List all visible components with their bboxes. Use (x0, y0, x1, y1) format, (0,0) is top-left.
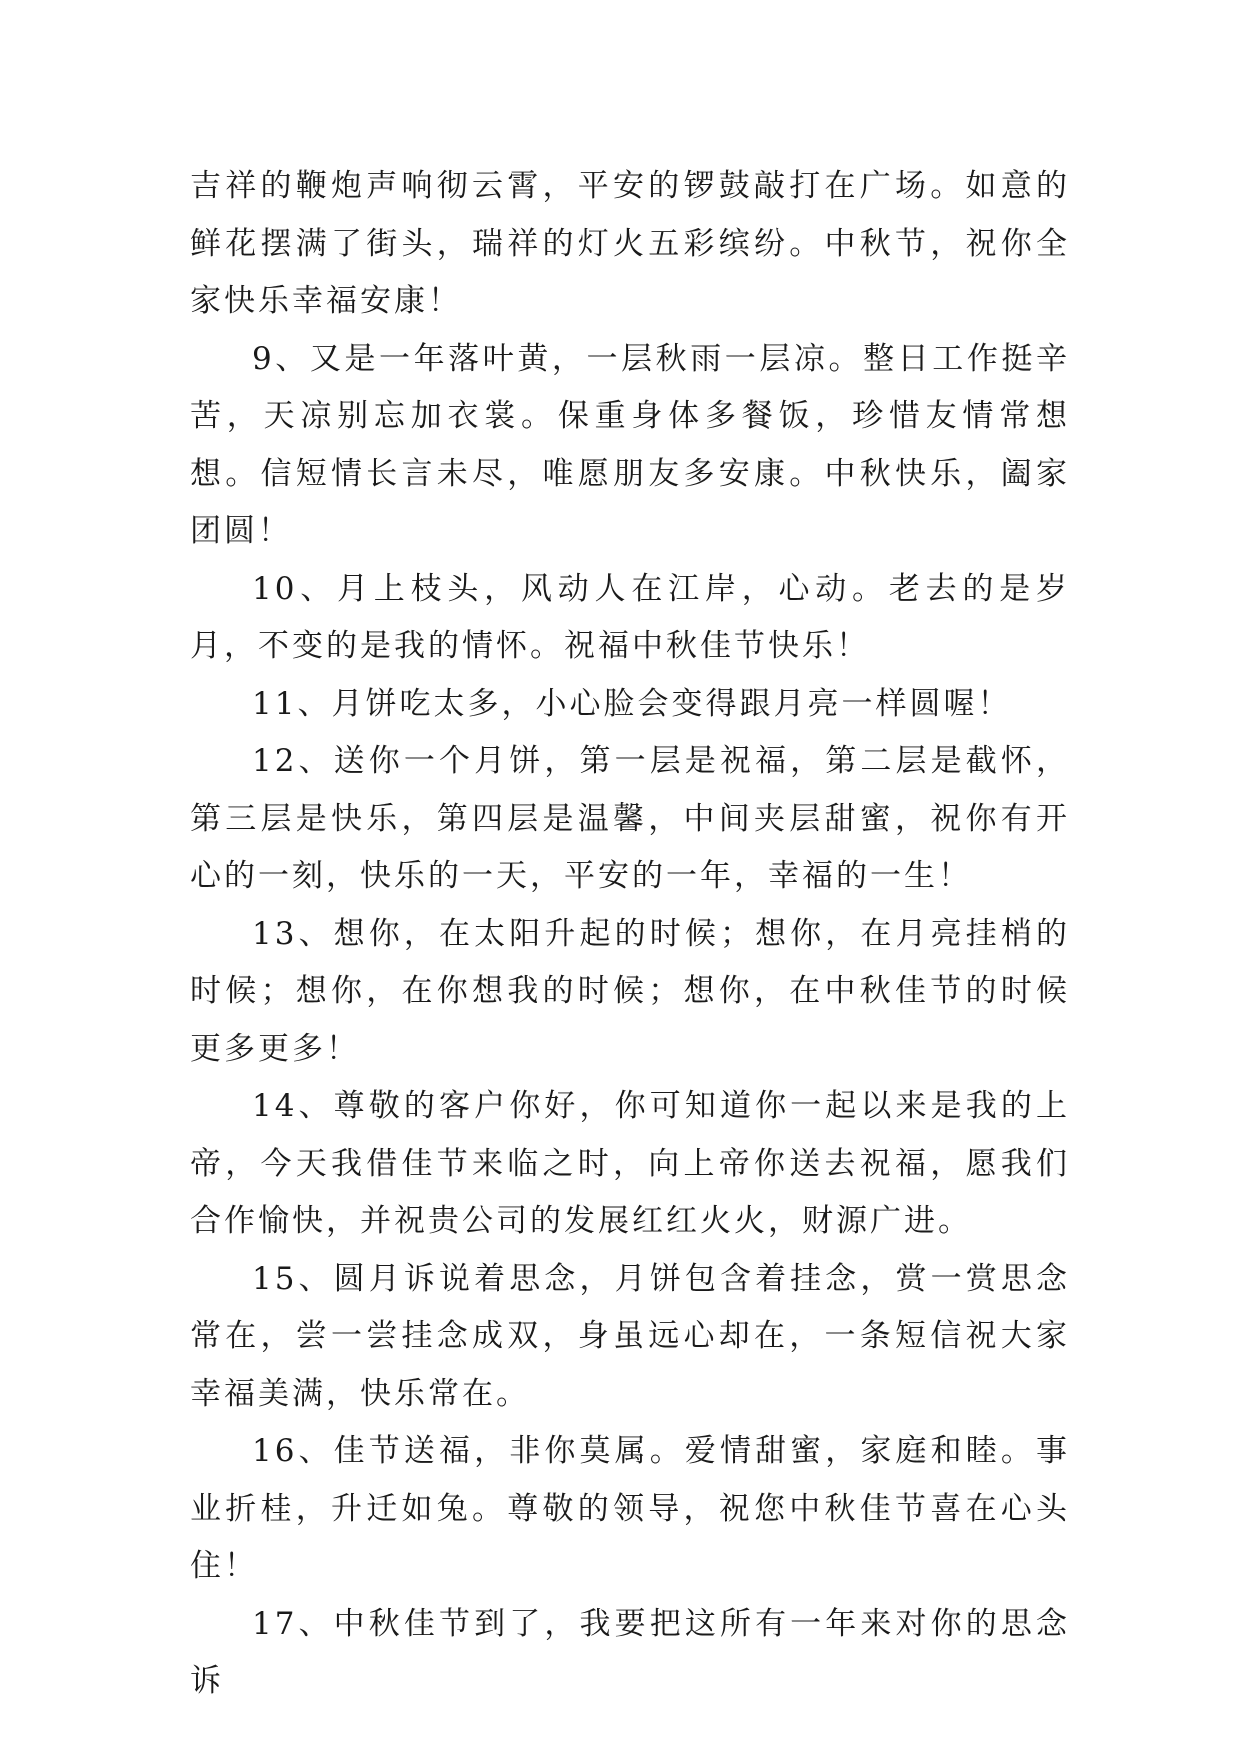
paragraph-4: 11、月饼吃太多，小心脸会变得跟月亮一样圆喔！ (252, 685, 1012, 722)
paragraph-2: 9、又是一年落叶黄，一层秋雨一层凉。整日工作挺辛苦，天凉别忘加衣裳。保重身体多餐饭，珍惜友情常想想。信短情长言未尽，唯愿朋友多安康。中秋快乐，阖家团圆！ (190, 340, 1070, 549)
paragraph-3: 10、月上枝头，风动人在江岸，心动。老去的是岁月，不变的是我的情怀。祝福中秋佳节快乐！ (190, 570, 1070, 664)
paragraph-9: 16、佳节送福，非你莫属。爱情甜蜜，家庭和睦。事业折桂，升迁如兔。尊敬的领导，祝您中秋佳节喜在心头住！ (190, 1433, 1070, 1584)
paragraph-8: 15、圆月诉说着思念，月饼包含着挂念，赏一赏思念常在，尝一尝挂念成双，身虽远心却在，一条短信祝大家幸福美满，快乐常在。 (190, 1260, 1070, 1412)
paragraph-6: 13、想你，在太阳升起的时候；想你，在月亮挂梢的时候；想你，在你想我的时候；想你，在中秋佳节的时候更多更多！ (190, 915, 1070, 1067)
paragraph-5: 12、送你一个月饼，第一层是祝福，第二层是截怀，第三层是快乐，第四层是温馨，中间夹层甜蜜，祝你有开心的一刻，快乐的一天，平安的一年，幸福的一生！ (190, 743, 1070, 894)
paragraph-10: 17、中秋佳节到了，我要把这所有一年来对你的思念诉 (190, 1605, 1070, 1699)
document-body (190, 158, 1070, 1711)
paragraph-7: 14、尊敬的客户你好，你可知道你一起以来是我的上帝，今天我借佳节来临之时，向上帝你送去祝福，愿我们合作愉快，并祝贵公司的发展红红火火，财源广进。 (190, 1088, 1070, 1239)
paragraph-1: 吉祥的鞭炮声响彻云霄，平安的锣鼓敲打在广场。如意的鲜花摆满了街头，瑞祥的灯火五彩缤纷。中秋节，祝你全家快乐幸福安康！ (190, 168, 1070, 319)
